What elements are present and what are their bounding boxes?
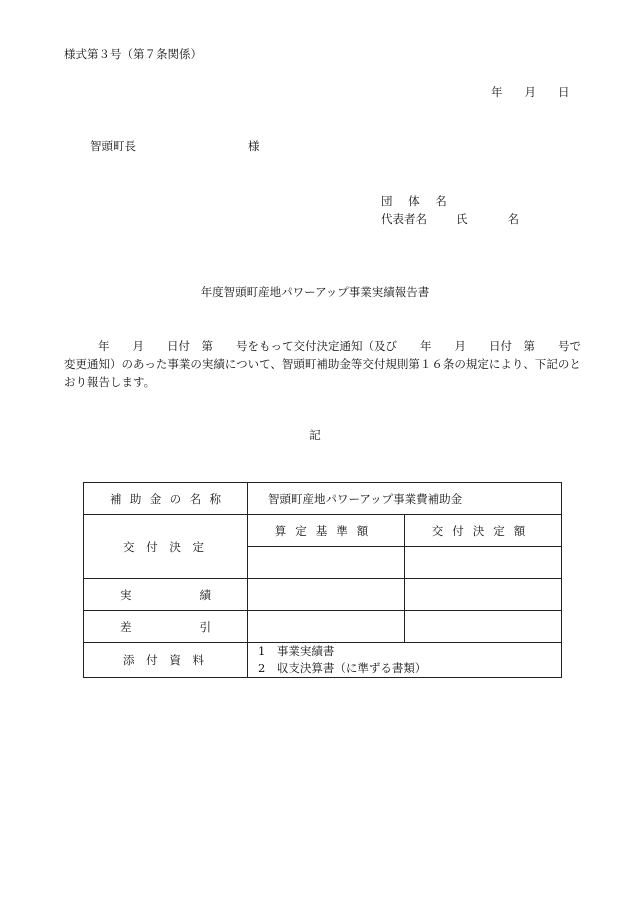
table-row	[84, 515, 562, 547]
label-char: 助	[129, 491, 142, 506]
subsidy-name-value: 智頭町産地パワーアップ事業費補助金	[248, 483, 562, 515]
label-char: 績	[199, 587, 211, 602]
attachment-item: 1 事業実績書	[258, 644, 335, 658]
table-row	[84, 611, 562, 643]
label-char: 引	[199, 619, 211, 634]
actual-label	[84, 579, 248, 611]
col-header-decision-amount: 交付決定額	[405, 515, 562, 547]
representative-shi: 氏	[456, 212, 468, 226]
label-char: 実	[120, 587, 132, 602]
representative-line	[381, 214, 519, 226]
date-day: 日	[558, 85, 570, 99]
date-month: 月	[524, 85, 536, 99]
difference-label	[84, 611, 248, 643]
attachments-label: 添 付 資 料	[84, 643, 248, 678]
attachments-list	[248, 643, 562, 678]
difference-decision-amount-cell[interactable]	[405, 611, 562, 643]
actual-decision-amount-cell[interactable]	[405, 579, 562, 611]
label-char: 差	[120, 619, 132, 634]
attachment-item: 2 収支決算書（に準ずる書類）	[258, 661, 427, 675]
representative-mei: 名	[507, 212, 519, 226]
document-title: 年度智頭町産地パワーアップ事業実績報告書	[200, 285, 430, 299]
body-paragraph: 年 月 日付 第 号をもって交付決定通知（及び 年 月 日付 第 号で変更通知）のあった事業の実績について、智頭町補助金等交付規則第１６条の規定により、下記のとおり報告します。	[64, 339, 581, 389]
col-header-base-amount: 算定基準額	[248, 515, 405, 547]
ki-heading: 記	[309, 428, 321, 442]
decision-base-amount-cell[interactable]	[248, 547, 405, 579]
table-row	[84, 579, 562, 611]
label-char: 金	[149, 491, 162, 506]
form-number: 様式第３号（第７条関係）	[64, 47, 202, 61]
label-char: 補	[110, 491, 122, 506]
subsidy-name-label	[84, 483, 248, 515]
decision-label: 交 付 決 定	[84, 515, 248, 579]
table-row	[84, 483, 562, 515]
date-year: 年	[491, 85, 503, 99]
addressee	[90, 141, 260, 153]
difference-base-amount-cell[interactable]	[248, 611, 405, 643]
decision-amount-cell[interactable]	[405, 547, 562, 579]
date-line	[491, 87, 570, 99]
representative-label: 代表者名	[381, 212, 427, 226]
organization-label: 団 体 名	[381, 194, 453, 208]
report-table	[83, 482, 562, 678]
addressee-name: 智頭町長	[90, 139, 136, 153]
label-char: 名	[189, 491, 202, 506]
label-char: 称	[209, 491, 221, 506]
addressee-honorific: 様	[248, 139, 260, 153]
label-char: の	[169, 491, 182, 506]
actual-base-amount-cell[interactable]	[248, 579, 405, 611]
table-row	[84, 643, 562, 678]
